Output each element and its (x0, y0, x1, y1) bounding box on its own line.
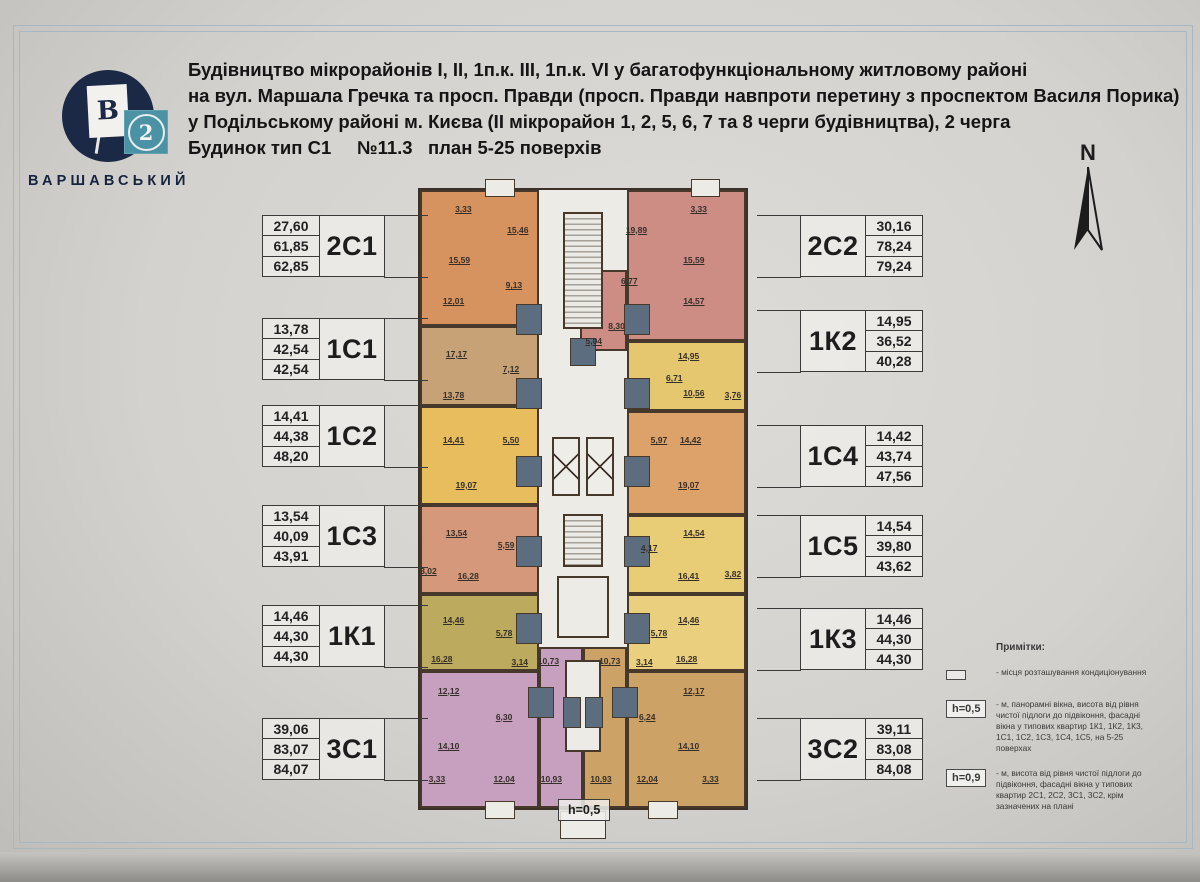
apartment-type: 1К3 (808, 623, 857, 654)
room-area-label: 19,07 (677, 479, 700, 490)
area-value: 13,78 (263, 319, 319, 339)
area-value: 40,09 (263, 526, 319, 546)
brand-name: ВАРШАВСЬКИЙ (28, 173, 190, 189)
area-value: 47,56 (876, 468, 912, 485)
room-area-label: 5,78 (650, 628, 668, 639)
area-value: 30,16 (866, 216, 922, 236)
area-values (263, 719, 320, 779)
note-text: - м, висота від рівня чистої підлоги до підвіконня, фасадні вікна у типових квартир 2С1, 2С2, 3С1, 3С2, крім зазначених на плані (996, 768, 1142, 811)
room-area-label: 14,42 (679, 435, 702, 446)
label-connector (757, 608, 801, 671)
area-value: 83,08 (866, 739, 922, 759)
north-label: N (1080, 140, 1096, 165)
room-area-label: 6,30 (495, 711, 513, 722)
room-area-label: 12,17 (683, 685, 705, 696)
h09-symbol: h=0,9 (946, 769, 986, 787)
room-area-label: 3,33 (428, 773, 446, 784)
area-value: 14,95 (866, 311, 922, 331)
label-connector (384, 405, 428, 468)
room-area-label: 14,54 (683, 527, 705, 538)
photo-bottom-shadow (0, 852, 1200, 882)
room-area-label: 3,76 (724, 389, 742, 400)
room-area-label: 10,93 (540, 773, 563, 784)
area-value: 14,46 (263, 606, 319, 626)
area-values (865, 516, 922, 576)
area-value: 39,80 (866, 536, 922, 556)
room-area-label: 12,12 (438, 685, 460, 696)
apartment-type: 1С4 (807, 440, 859, 471)
apartment-type: 2С2 (807, 230, 859, 261)
apartment-type: 2С1 (326, 230, 378, 261)
room-area-label: 14,57 (683, 296, 705, 307)
room-area-label: 14,41 (442, 435, 465, 446)
header-line-4: Будинок тип С1 №11.3 план 5-25 поверхів (188, 137, 602, 158)
room-area-label: 19,89 (625, 224, 648, 235)
apartment-label-1c4 (800, 425, 923, 487)
apartment-label-1k2 (800, 310, 923, 372)
floor-plan (418, 188, 748, 810)
area-value: 40,28 (876, 353, 912, 370)
room-area-label: 14,46 (442, 614, 465, 625)
apartment-type: 1К1 (327, 620, 376, 651)
apartment-label-1c5 (800, 515, 923, 577)
area-value: 84,07 (273, 761, 309, 778)
area-value: 14,46 (866, 609, 922, 629)
area-values (865, 426, 922, 486)
room-area-label: 15,59 (683, 254, 705, 265)
apartment-label-3c1 (262, 718, 385, 780)
room-area-label: 10,73 (537, 655, 560, 666)
room-area-label: 9,13 (505, 280, 523, 291)
apartment-label-1c3 (262, 505, 385, 567)
room-area-label: 10,93 (590, 773, 612, 784)
area-value: 43,74 (866, 446, 922, 466)
apartment-label-1c1 (262, 318, 385, 380)
note-text: - м, панорамні вікна, висота від рівня чистої підлоги до підвіконня, фасадні вікна у типових квартир 1К1, 1К2, 1К3, 1С1, 1С2, 1С3, 1С4, 1С5, на 5-25 поверхах (996, 699, 1143, 753)
label-connector (757, 425, 801, 488)
room-area-label: 14,10 (438, 741, 460, 752)
area-value: 84,08 (876, 761, 912, 778)
area-value: 43,91 (273, 548, 309, 565)
room-area-label: 16,41 (677, 571, 700, 582)
area-value: 13,54 (263, 506, 319, 526)
apartment-type: 3С2 (807, 733, 859, 764)
header-line-3: у Подільському районі м. Києва (II мікрорайон 1, 2, 5, 6, 7 та 8 черги будівництва), 2 черга (188, 111, 1011, 132)
room-area-label: 4,17 (640, 542, 658, 553)
note-item-h05 (946, 699, 1168, 754)
label-connector (384, 718, 428, 781)
notes-title: Примітки: (996, 642, 1045, 653)
area-value: 44,30 (866, 629, 922, 649)
area-value: 61,85 (263, 236, 319, 256)
area-value: 43,62 (876, 558, 912, 575)
apartment-label-1k3 (800, 608, 923, 670)
label-connector (384, 215, 428, 278)
room-area-label: 3,33 (690, 204, 707, 215)
area-value: 42,54 (273, 361, 309, 378)
apartment-label-1k1 (262, 605, 385, 667)
room-area-label: 3,14 (636, 657, 653, 668)
area-values (865, 719, 922, 779)
note-item-h09 (946, 768, 1168, 812)
room-area-label: 6,71 (665, 373, 683, 384)
apartment-type: 1С3 (326, 520, 378, 551)
ac-unit-symbol (946, 670, 966, 680)
area-values (263, 406, 320, 466)
room-area-label: 15,46 (507, 224, 529, 235)
area-values (865, 216, 922, 276)
area-value: 48,20 (273, 448, 309, 465)
room-area-label: 16,28 (676, 654, 698, 665)
area-value: 83,07 (263, 739, 319, 759)
room-area-label: 5,59 (497, 539, 515, 550)
label-connector (757, 215, 801, 278)
area-values (263, 216, 320, 276)
area-value: 44,30 (876, 651, 912, 668)
header-line-1: Будівництво мікрорайонів I, II, 1п.к. III, 1п.к. VI у багатофункціональному житловому районі (188, 59, 1028, 80)
room-area-label: 13,78 (442, 389, 465, 400)
room-area-label: 3,14 (511, 657, 529, 668)
label-connector (384, 318, 428, 381)
apartment-label-3c2 (800, 718, 923, 780)
area-values (263, 319, 320, 379)
logo-number-badge: 2 (124, 110, 168, 154)
area-values (263, 506, 320, 566)
area-values (865, 311, 922, 371)
room-area-label: 10,56 (683, 387, 705, 398)
area-value: 79,24 (876, 258, 912, 275)
area-value: 39,06 (263, 719, 319, 739)
room-area-label: 6,24 (638, 711, 656, 722)
apartment-type: 1С2 (326, 420, 378, 451)
room-area-label: 19,07 (455, 479, 477, 490)
room-area-label: 16,28 (457, 571, 479, 582)
room-area-label: 5,78 (495, 628, 513, 639)
area-value: 39,11 (866, 719, 922, 739)
area-value: 14,54 (866, 516, 922, 536)
area-values (263, 606, 320, 666)
label-connector (757, 310, 801, 373)
room-area-label: 3,33 (455, 204, 472, 215)
label-connector (757, 515, 801, 578)
notes-block (946, 642, 1168, 826)
room-area-label: 16,28 (431, 654, 453, 665)
room-area-label: 6,77 (621, 276, 638, 287)
area-value: 14,42 (866, 426, 922, 446)
room-area-label: 5,50 (502, 435, 520, 446)
room-area-label: 17,17 (445, 348, 468, 359)
area-value: 44,38 (263, 426, 319, 446)
room-area-label: 12,04 (636, 773, 658, 784)
area-value: 44,30 (263, 626, 319, 646)
room-area-label: 14,46 (677, 614, 700, 625)
label-connector (384, 605, 428, 668)
room-labels-layer (420, 190, 746, 808)
label-connector (384, 505, 428, 568)
area-value: 14,41 (263, 406, 319, 426)
flag-icon: В (87, 84, 130, 138)
area-values (865, 609, 922, 669)
logo-circle (62, 70, 154, 162)
room-area-label: 8,30 (608, 320, 625, 331)
room-area-label: 5,97 (650, 435, 668, 446)
room-area-label: 3,02 (420, 566, 437, 577)
room-area-label: 5,04 (585, 335, 603, 346)
apartment-type: 1С5 (807, 530, 859, 561)
room-area-label: 7,12 (502, 363, 520, 374)
header-line-2: на вул. Маршала Гречка та просп. Правди (просп. Правди навпроти перетину з проспектом Василя Порика) (188, 85, 1180, 106)
north-arrow-icon (1071, 164, 1105, 254)
h05-symbol: h=0,5 (946, 700, 986, 718)
apartment-label-1c2 (262, 405, 385, 467)
apartment-label-2c1 (262, 215, 385, 277)
developer-logo (28, 70, 188, 189)
north-indicator (1066, 142, 1110, 259)
room-area-label: 14,95 (677, 350, 700, 361)
header-text (188, 57, 1179, 161)
room-area-label: 15,59 (448, 254, 471, 265)
room-area-label: 10,73 (599, 655, 621, 666)
apartment-label-2c2 (800, 215, 923, 277)
area-value: 78,24 (866, 236, 922, 256)
apartment-type: 1С1 (326, 333, 378, 364)
room-area-label: 13,54 (445, 527, 468, 538)
area-value: 27,60 (263, 216, 319, 236)
room-area-label: 12,04 (493, 773, 515, 784)
room-area-label: 3,82 (724, 569, 742, 580)
note-item-ac (946, 667, 1168, 685)
room-area-label: 14,10 (677, 741, 700, 752)
area-value: 44,30 (273, 648, 309, 665)
room-area-label: 3,33 (702, 773, 719, 784)
apartment-type: 3С1 (326, 733, 378, 764)
window-height-annotation: h=0,5 (558, 799, 610, 821)
note-text: - місця розташування кондиціонування (996, 667, 1147, 677)
room-area-label: 12,01 (442, 296, 465, 307)
area-value: 62,85 (273, 258, 309, 275)
area-value: 42,54 (263, 339, 319, 359)
area-value: 36,52 (866, 331, 922, 351)
apartment-type: 1К2 (808, 325, 857, 356)
label-connector (757, 718, 801, 781)
